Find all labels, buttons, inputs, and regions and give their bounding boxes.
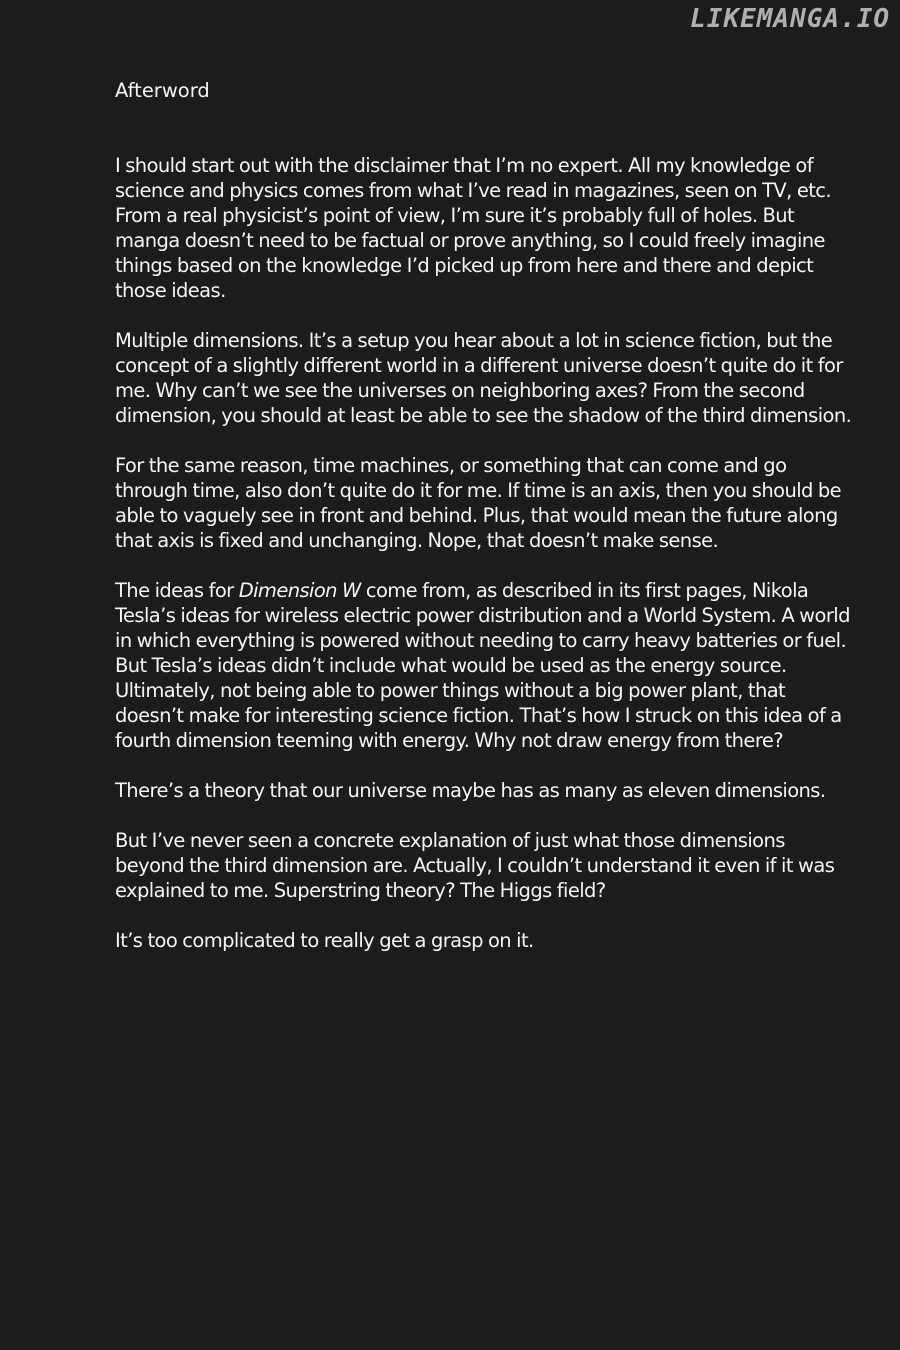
paragraph-dimension-w-body: come from, as described in its first pages, Nikola Tesla’s ideas for wireless electric power distribution and a World System. A world in which everything is powered without needing to carry heavy batteries or fuel. But Tesla’s ideas didn’t include what would be used as the energy source. Ultimately, not being able to power things without a big power plant, that doesn’t make for interesting science fiction. That’s how I struck on this idea of a fourth dimension teeming with energy. Why not draw energy from there? xyxy=(115,579,850,752)
paragraph-dimension-w xyxy=(115,578,855,753)
site-watermark: LIKEMANGA.IO xyxy=(690,4,890,34)
paragraph-multiple-dimensions: Multiple dimensions. It’s a setup you hear about a lot in science fiction, but the concept of a slightly different world in a different universe doesn’t quite do it for me. Why can’t we see the universes on neighboring axes? From the second dimension, you should at least be able to see the shadow of the third dimension. xyxy=(115,329,852,427)
paragraph-dimension-w-lead: The ideas for xyxy=(115,579,239,602)
afterword-text xyxy=(115,78,855,978)
page-title: Afterword xyxy=(115,79,210,102)
paragraph-explanation: But I’ve never seen a concrete explanation of just what those dimensions beyond the third dimension are. Actually, I couldn’t understand it even if it was explained to me. Superstring theory? The Higgs field? xyxy=(115,829,835,902)
book-title: Dimension W xyxy=(238,579,361,602)
paragraph-disclaimer: I should start out with the disclaimer that I’m no expert. All my knowledge of science and physics comes from what I’ve read in magazines, seen on TV, etc. From a real physicist’s point of view, I’m sure it’s probably full of holes. But manga doesn’t need to be factual or prove anything, so I could freely imagine things based on the knowledge I’d picked up from here and there and depict those ideas. xyxy=(115,154,831,302)
paragraph-eleven-dimensions: There’s a theory that our universe maybe has as many as eleven dimensions. xyxy=(115,779,826,802)
paragraph-conclusion: It’s too complicated to really get a grasp on it. xyxy=(115,929,534,952)
paragraph-time-machines: For the same reason, time machines, or something that can come and go through time, also don’t quite do it for me. If time is an axis, then you should be able to vaguely see in front and behind. Plus, that would mean the future along that axis is fixed and unchanging. Nope, that doesn’t make sense. xyxy=(115,454,842,552)
